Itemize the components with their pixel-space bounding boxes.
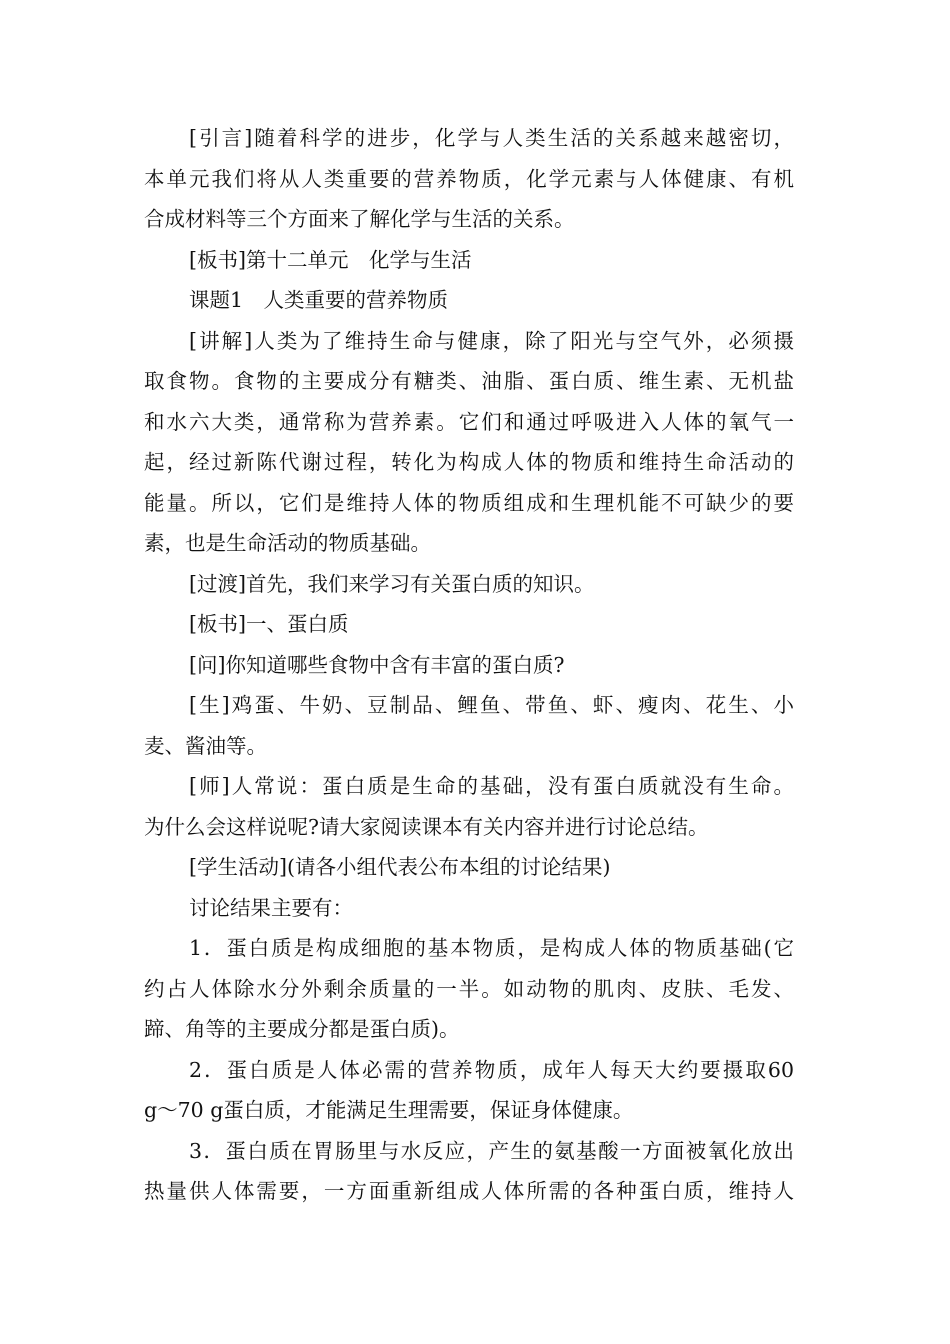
explanation-line-1: [讲解]人类为了维持生命与健康，除了阳光与空气外，必须摄	[189, 328, 794, 353]
intro-line-1: [引言]随着科学的进步，化学与人类生活的关系越来越密切，	[189, 126, 794, 150]
student-activity-line: [学生活动](请各小组代表公布本组的讨论结果)	[189, 855, 611, 879]
point-1-line-1: 1．蛋白质是构成细胞的基本物质，是构成人体的物质基础(它	[189, 936, 794, 960]
point-1-line-2: 约占人体除水分外剩余质量的一半。如动物的肌肉、皮肤、毛发、	[144, 976, 794, 1001]
explanation-line-5: 能量。所以，它们是维持人体的物质组成和生理机能不可缺少的要	[144, 490, 794, 515]
student-answer-line-1: [生]鸡蛋、牛奶、豆制品、鲤鱼、带鱼、虾、瘦肉、花生、小	[189, 693, 794, 717]
explanation-line-3: 和水六大类，通常称为营养素。它们和通过呼吸进入人体的氧气一	[144, 409, 794, 434]
discussion-results-heading: 讨论结果主要有：	[189, 895, 353, 920]
point-2-line-1: 2．蛋白质是人体必需的营养物质，成年人每天大约要摄取60	[189, 1057, 794, 1082]
intro-line-3: 合成材料等三个方面来了解化学与生活的关系。	[144, 207, 575, 231]
point-1-line-3: 蹄、角等的主要成分都是蛋白质)。	[144, 1017, 460, 1041]
teacher-line-1: [师]人常说：蛋白质是生命的基础，没有蛋白质就没有生命。	[189, 774, 794, 798]
teacher-line-2: 为什么会这样说呢?请大家阅读课本有关内容并进行讨论总结。	[144, 814, 709, 839]
point-3-line-1: 3．蛋白质在胃肠里与水反应，产生的氨基酸一方面被氧化放出	[189, 1138, 794, 1163]
document-body	[144, 118, 794, 1212]
intro-line-2: 本单元我们将从人类重要的营养物质，化学元素与人体健康、有机	[144, 166, 794, 191]
lesson-title: 课题1 人类重要的营养物质	[189, 288, 449, 312]
explanation-line-2: 取食物。食物的主要成分有糖类、油脂、蛋白质、维生素、无机盐	[144, 369, 794, 393]
point-3-line-2: 热量供人体需要，一方面重新组成人体所需的各种蛋白质，维持人	[144, 1179, 794, 1203]
board-protein-heading: [板书]一、蛋白质	[189, 612, 349, 636]
explanation-line-6: 素，也是生命活动的物质基础。	[144, 531, 431, 555]
point-2-line-2: g～70 g蛋白质，才能满足生理需要，保证身体健康。	[144, 1098, 634, 1122]
explanation-line-4: 起，经过新陈代谢过程，转化为构成人体的物质和维持生命活动的	[144, 450, 794, 474]
student-answer-line-2: 麦、酱油等。	[144, 733, 267, 758]
transition-line: [过渡]首先，我们来学习有关蛋白质的知识。	[189, 571, 595, 596]
question-line: [问]你知道哪些食物中含有丰富的蛋白质?	[189, 652, 565, 677]
board-unit-title: [板书]第十二单元 化学与生活	[189, 247, 472, 272]
